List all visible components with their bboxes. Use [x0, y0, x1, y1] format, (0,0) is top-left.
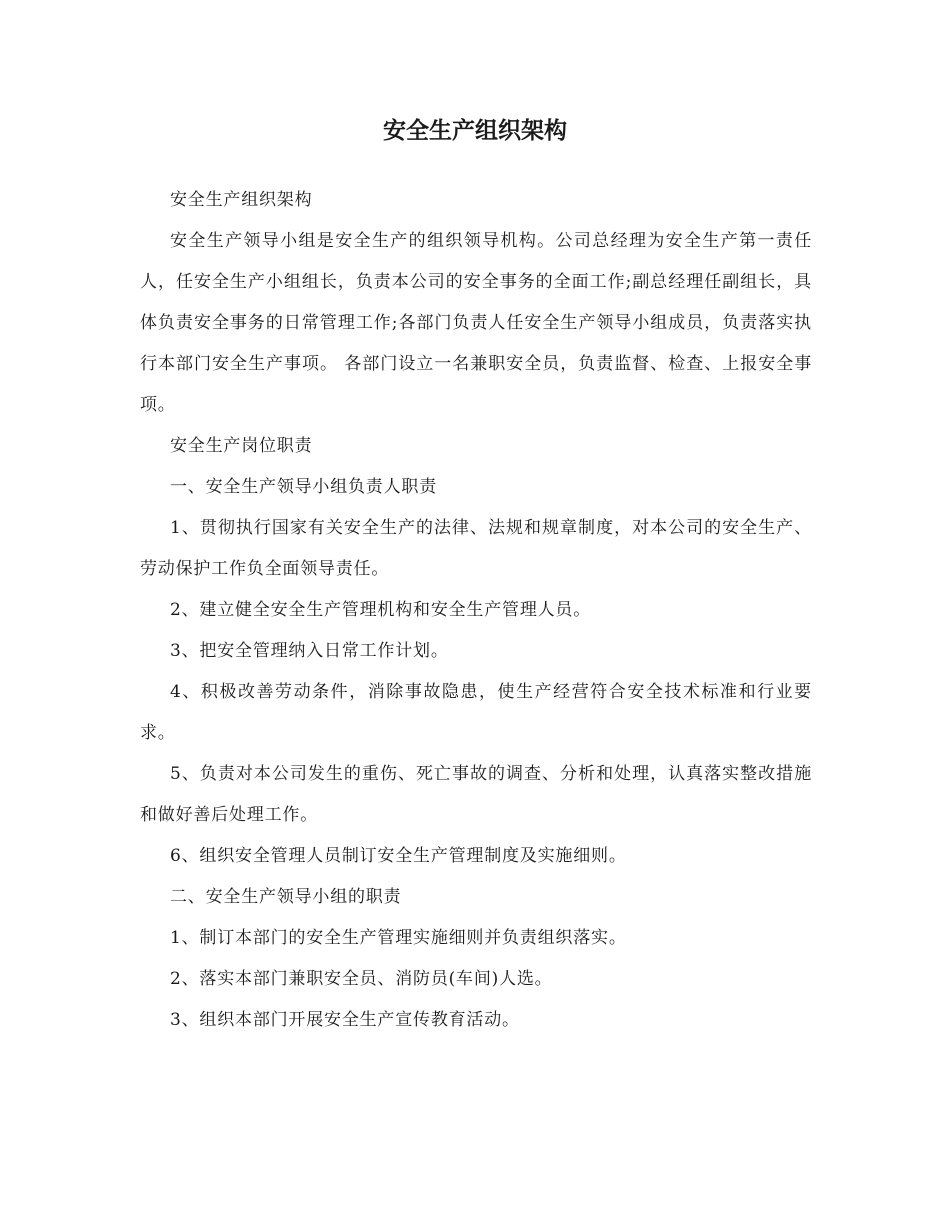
paragraph: 安全生产领导小组是安全生产的组织领导机构。公司总经理为安全生产第一责任人，任安全生产小组组长，负责本公司的安全事务的全面工作;副总经理任副组长，具体负责安全事务的日常管理工作;各部门负责人任安全生产领导小组成员，负责落实执行本部门安全生产事项。 各部门设立一名兼职安全员，负责监督、检查、上报安全事项。	[140, 231, 812, 415]
list-item: 3、组织本部门开展安全生产宣传教育活动。	[170, 1010, 520, 1030]
list-item: 1、贯彻执行国家有关安全生产的法律、法规和规章制度，对本公司的安全生产、劳动保护工作负全面领导责任。	[140, 518, 812, 579]
list-item: 2、落实本部门兼职安全员、消防员(车间)人选。	[170, 969, 553, 989]
list-item: 3、把安全管理纳入日常工作计划。	[170, 641, 449, 661]
list-item: 2、建立健全安全生产管理机构和安全生产管理人员。	[170, 600, 592, 620]
list-item: 5、负责对本公司发生的重伤、死亡事故的调查、分析和处理，认真落实整改措施和做好善后处理工作。	[140, 764, 812, 825]
section-heading: 安全生产组织架构	[170, 190, 313, 210]
document-title: 安全生产组织架构	[383, 118, 567, 144]
subsection-heading: 二、安全生产领导小组的职责	[170, 887, 402, 907]
list-item: 1、制订本部门的安全生产管理实施细则并负责组织落实。	[170, 928, 627, 948]
list-item: 6、组织安全管理人员制订安全生产管理制度及实施细则。	[170, 846, 627, 866]
list-item: 4、积极改善劳动条件，消除事故隐患，使生产经营符合安全技术标准和行业要求。	[140, 682, 812, 743]
section-heading: 安全生产岗位职责	[170, 436, 313, 456]
subsection-heading: 一、安全生产领导小组负责人职责	[170, 477, 437, 497]
